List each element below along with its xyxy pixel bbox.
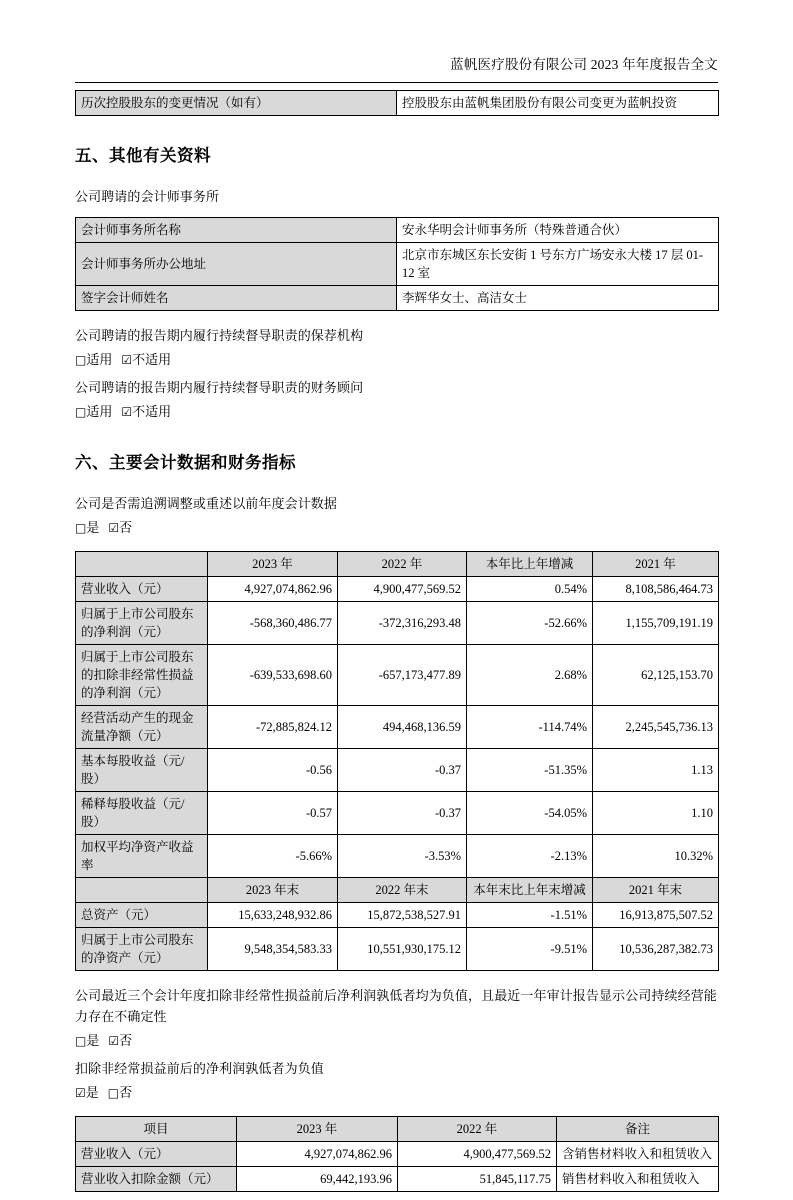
net-profit-yes-label: 是 xyxy=(85,1085,99,1100)
row-value-change: 0.54% xyxy=(467,577,593,602)
table-row xyxy=(76,243,719,286)
unchecked-box-icon[interactable]: □ xyxy=(75,353,87,367)
yearend-header-blank xyxy=(76,878,208,903)
checked-box-icon[interactable]: ☑ xyxy=(121,353,133,367)
row-value-2022: 51,845,117.75 xyxy=(398,1167,557,1192)
document-body xyxy=(75,90,718,1200)
row-label: 归属于上市公司股东的净资产（元） xyxy=(76,928,208,971)
row-value-2022: -0.37 xyxy=(338,792,467,835)
table-row xyxy=(76,645,719,706)
row-value-2021: 62,125,153.70 xyxy=(593,645,719,706)
unchecked-box-icon[interactable]: □ xyxy=(75,521,87,535)
yearend-header-change: 本年末比上年末增减 xyxy=(467,878,593,903)
row-value-2023: -0.57 xyxy=(208,792,338,835)
checked-box-icon[interactable]: ☑ xyxy=(108,521,120,535)
main-header-change: 本年比上年增减 xyxy=(467,552,593,577)
row-label: 基本每股收益（元/股） xyxy=(76,749,208,792)
accounting-firm-table xyxy=(75,217,719,311)
row-value-2023: -0.56 xyxy=(208,749,338,792)
row-value-2022: -657,173,477.89 xyxy=(338,645,467,706)
table-row xyxy=(76,749,719,792)
table-row xyxy=(76,91,719,116)
row-value-change: -52.66% xyxy=(467,602,593,645)
retrospective-checkbox-line xyxy=(75,517,718,539)
table-row xyxy=(76,706,719,749)
financial-advisor-question: 公司聘请的报告期内履行持续督导职责的财务顾问 xyxy=(75,380,364,395)
firm-address-label: 会计师事务所办公地址 xyxy=(76,243,397,286)
deduction-header-item: 项目 xyxy=(76,1117,237,1142)
row-value-change: -2.13% xyxy=(467,835,593,878)
table-header-row xyxy=(76,878,719,903)
row-value-2023: 4,927,074,862.96 xyxy=(208,577,338,602)
row-value-2021: 8,108,586,464.73 xyxy=(593,577,719,602)
main-financial-indicators-table xyxy=(75,551,719,971)
row-value-2022: 15,872,538,527.91 xyxy=(338,903,467,928)
row-value-2021: 10,536,287,382.73 xyxy=(593,928,719,971)
sponsor-not-applicable-label: 不适用 xyxy=(132,352,172,367)
shareholder-change-label: 历次控股股东的变更情况（如有） xyxy=(76,91,397,116)
signing-accountant-label: 签字会计师姓名 xyxy=(76,286,397,311)
section-five-heading: 五、其他有关资料 xyxy=(75,147,211,165)
row-value-change: -51.35% xyxy=(467,749,593,792)
row-label: 加权平均净资产收益率 xyxy=(76,835,208,878)
row-value-2021: 10.32% xyxy=(593,835,719,878)
net-profit-negative-checkbox-line xyxy=(75,1082,718,1104)
negative-profit-checkbox-line xyxy=(75,1030,718,1052)
advisor-applicable-label: 适用 xyxy=(86,404,113,419)
yearend-header-2022: 2022 年末 xyxy=(338,878,467,903)
row-value-change: -9.51% xyxy=(467,928,593,971)
row-label: 经营活动产生的现金流量净额（元） xyxy=(76,706,208,749)
deduction-header-2022: 2022 年 xyxy=(398,1117,557,1142)
row-value-2023: -568,360,486.77 xyxy=(208,602,338,645)
row-value-2023: 15,633,248,932.86 xyxy=(208,903,338,928)
row-label: 总资产（元） xyxy=(76,903,208,928)
table-row xyxy=(76,792,719,835)
shareholder-change-value: 控股股东由蓝帆集团股份有限公司变更为蓝帆投资 xyxy=(397,91,719,116)
unchecked-box-icon[interactable]: □ xyxy=(75,405,87,419)
main-header-2022: 2022 年 xyxy=(338,552,467,577)
table-header-row xyxy=(76,552,719,577)
table-row xyxy=(76,218,719,243)
row-value-2023: -72,885,824.12 xyxy=(208,706,338,749)
row-value-2023: -639,533,698.60 xyxy=(208,645,338,706)
row-value-2023: 69,442,193.96 xyxy=(237,1167,398,1192)
yearend-header-2021: 2021 年末 xyxy=(593,878,719,903)
table-row xyxy=(76,903,719,928)
deduction-header-2023: 2023 年 xyxy=(237,1117,398,1142)
row-value-change: -114.74% xyxy=(467,706,593,749)
net-profit-negative-question: 扣除非经常损益前后的净利润孰低者为负值 xyxy=(75,1061,324,1076)
running-header: 蓝帆医疗股份有限公司 2023 年年度报告全文 xyxy=(450,57,718,72)
sponsor-question: 公司聘请的报告期内履行持续督导职责的保荐机构 xyxy=(75,328,364,343)
row-note: 销售材料收入和租赁收入 xyxy=(557,1167,719,1192)
section-six-heading: 六、主要会计数据和财务指标 xyxy=(75,454,296,472)
row-value-change: 2.68% xyxy=(467,645,593,706)
row-label: 营业收入扣除金额（元） xyxy=(76,1167,237,1192)
row-value-2023: -5.66% xyxy=(208,835,338,878)
row-value-2021: 2,245,545,736.13 xyxy=(593,706,719,749)
row-value-2023: 4,927,074,862.96 xyxy=(237,1142,398,1167)
controlling-shareholder-table xyxy=(75,90,719,116)
row-label: 归属于上市公司股东的扣除非经常性损益的净利润（元） xyxy=(76,645,208,706)
table-row xyxy=(76,1167,719,1192)
firm-name-value: 安永华明会计师事务所（特殊普通合伙） xyxy=(397,218,719,243)
checked-box-icon[interactable]: ☑ xyxy=(121,405,133,419)
table-row xyxy=(76,602,719,645)
negative-profit-question: 公司最近三个会计年度扣除非经常性损益前后净利润孰低者均为负值，且最近一年审计报告显示公司持续经营能力存在不确定性 xyxy=(75,988,717,1024)
row-label: 营业收入（元） xyxy=(76,1142,237,1167)
signing-accountant-value: 李辉华女士、高洁女士 xyxy=(397,286,719,311)
row-value-2022: 494,468,136.59 xyxy=(338,706,467,749)
unchecked-box-icon[interactable]: □ xyxy=(107,1086,120,1100)
row-value-2022: -0.37 xyxy=(338,749,467,792)
retrospective-adjustment-question: 公司是否需追溯调整或重述以前年度会计数据 xyxy=(75,496,338,511)
revenue-deduction-table xyxy=(75,1116,719,1192)
row-label: 营业收入（元） xyxy=(76,577,208,602)
row-value-2022: -3.53% xyxy=(338,835,467,878)
checked-box-icon[interactable]: ☑ xyxy=(75,1086,86,1100)
firm-address-value: 北京市东城区东长安街 1 号东方广场安永大楼 17 层 01-12 室 xyxy=(397,243,719,286)
row-value-2022: 4,900,477,569.52 xyxy=(338,577,467,602)
negative-profit-no-label: 否 xyxy=(119,1033,133,1048)
main-header-blank xyxy=(76,552,208,577)
retro-yes-label: 是 xyxy=(86,520,100,535)
accounting-firm-intro: 公司聘请的会计师事务所 xyxy=(75,189,220,204)
table-row xyxy=(76,286,719,311)
financial-advisor-checkbox-line xyxy=(75,401,718,423)
advisor-not-applicable-label: 不适用 xyxy=(132,404,172,419)
row-value-2021: 1.10 xyxy=(593,792,719,835)
unchecked-box-icon[interactable]: □ xyxy=(75,1034,87,1048)
negative-profit-yes-label: 是 xyxy=(86,1033,100,1048)
main-header-2023: 2023 年 xyxy=(208,552,338,577)
checked-box-icon[interactable]: ☑ xyxy=(108,1034,120,1048)
row-note: 含销售材料收入和租赁收入 xyxy=(557,1142,719,1167)
header-divider xyxy=(75,82,718,83)
row-label: 归属于上市公司股东的净利润（元） xyxy=(76,602,208,645)
table-row xyxy=(76,928,719,971)
deduction-header-note: 备注 xyxy=(557,1117,719,1142)
sponsor-applicable-label: 适用 xyxy=(86,352,113,367)
row-value-2021: 1.13 xyxy=(593,749,719,792)
net-profit-no-label: 否 xyxy=(119,1085,133,1100)
table-header-row xyxy=(76,1117,719,1142)
row-value-2022: 10,551,930,175.12 xyxy=(338,928,467,971)
row-value-2022: -372,316,293.48 xyxy=(338,602,467,645)
row-value-2021: 1,155,709,191.19 xyxy=(593,602,719,645)
row-value-2021: 16,913,875,507.52 xyxy=(593,903,719,928)
row-label: 稀释每股收益（元/股） xyxy=(76,792,208,835)
retro-no-label: 否 xyxy=(119,520,133,535)
row-value-change: -1.51% xyxy=(467,903,593,928)
yearend-header-2023: 2023 年末 xyxy=(208,878,338,903)
row-value-2022: 4,900,477,569.52 xyxy=(398,1142,557,1167)
row-value-2023: 9,548,354,583.33 xyxy=(208,928,338,971)
row-value-change: -54.05% xyxy=(467,792,593,835)
main-header-2021: 2021 年 xyxy=(593,552,719,577)
table-row xyxy=(76,1142,719,1167)
table-row xyxy=(76,835,719,878)
table-row xyxy=(76,577,719,602)
sponsor-checkbox-line xyxy=(75,349,718,371)
firm-name-label: 会计师事务所名称 xyxy=(76,218,397,243)
